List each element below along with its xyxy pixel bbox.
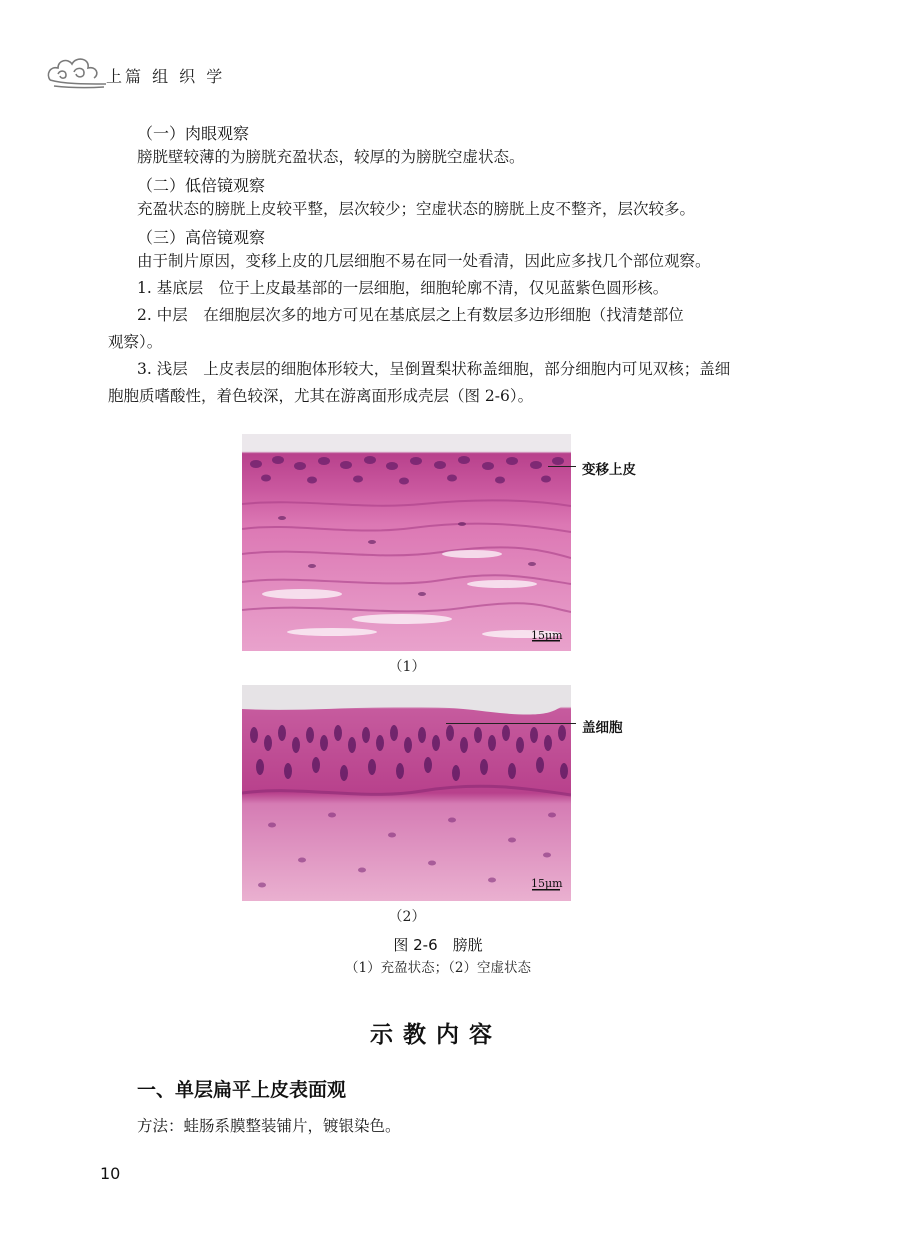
middle-layer-text-line1: 2. 中层 在细胞层次多的地方可见在基底层之上有数层多边形细胞（找清楚部位 [137,306,684,324]
heading-high-power: （三）高倍镜观察 [137,228,266,247]
callout-transitional-epithelium: 变移上皮 [582,462,636,478]
panel-label-1: （1） [388,659,426,675]
high-power-intro: 由于制片原因，变移上皮的几层细胞不易在同一处看清，因此应多找几个部位观察。 [137,252,711,270]
page-number: 10 [100,1164,121,1183]
panel-label-2: （2） [388,909,426,925]
cloud-ornament-icon [44,50,108,90]
superficial-layer-text-line1: 3. 浅层 上皮表层的细胞体形较大，呈倒置梨状称盖细胞，部分细胞内可见双核；盖细 [137,360,731,378]
running-header: 上篇 组 织 学 [106,67,226,86]
callout-umbrella-cell: 盖细胞 [582,720,623,736]
callout-line-1 [548,466,576,467]
superficial-layer-text-line2: 胞胞质嗜酸性，着色较深，尤其在游离面形成壳层（图 2-6）。 [108,387,534,405]
figure-caption-title: 图 2-6 膀胱 [393,936,483,954]
micrograph-distended-bladder [242,434,571,651]
method-text: 方法：蛙肠系膜整装铺片，镀银染色。 [137,1117,401,1135]
micrograph-empty-bladder [242,685,571,901]
figure-caption-sub: （1）充盈状态；（2）空虚状态 [345,960,531,976]
gross-observation-text: 膀胱壁较薄的为膀胱充盈状态，较厚的为膀胱空虚状态。 [137,148,525,166]
middle-layer-text-line2: 观察）。 [108,333,163,351]
callout-line-2 [446,723,576,724]
subsection-title-simple-squamous: 一、单层扁平上皮表面观 [137,1079,347,1101]
heading-gross-observation: （一）肉眼观察 [137,124,250,143]
section-title-demo: 示教内容 [370,1022,502,1048]
scale-label-2: 15μm [531,877,563,890]
low-power-text: 充盈状态的膀胱上皮较平整，层次较少；空虚状态的膀胱上皮不整齐，层次较多。 [137,200,696,218]
basal-layer-text: 1. 基底层 位于上皮最基部的一层细胞，细胞轮廓不清，仅见蓝紫色圆形核。 [137,279,669,297]
scale-label-1: 15μm [531,629,563,642]
heading-low-power: （二）低倍镜观察 [137,176,266,195]
